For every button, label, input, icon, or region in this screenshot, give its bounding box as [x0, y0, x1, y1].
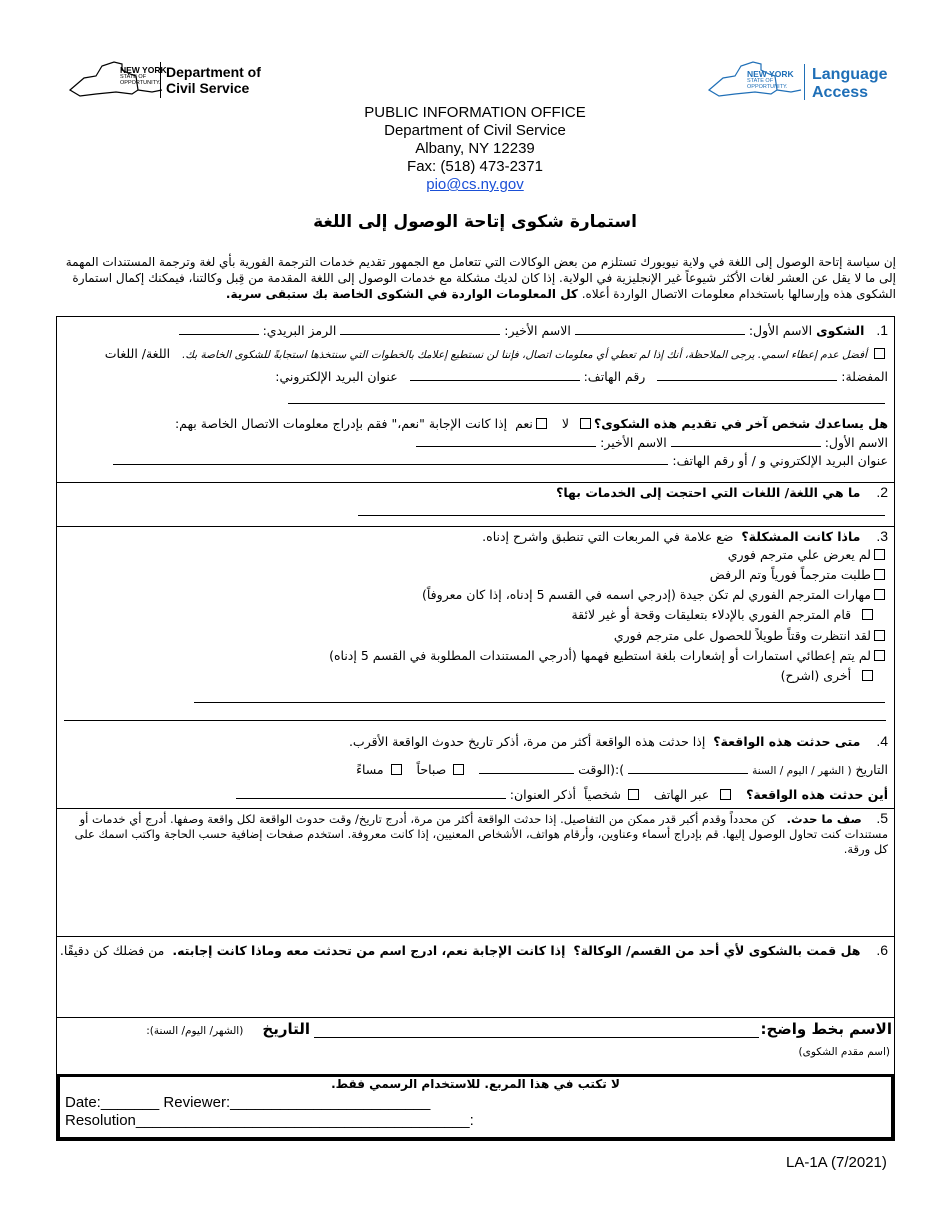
s3-option-checkbox[interactable]	[862, 670, 873, 681]
zip-field[interactable]	[179, 334, 259, 335]
email-link[interactable]: pio@cs.ny.gov	[426, 176, 524, 193]
incident-address-field[interactable]	[236, 798, 506, 799]
helper-yes-checkbox[interactable]	[536, 418, 547, 429]
in-person-checkbox[interactable]	[628, 789, 639, 800]
pm-checkbox[interactable]	[391, 764, 402, 775]
preferred-language-field[interactable]	[657, 380, 837, 381]
language-access-wordmark: Language Access	[812, 66, 888, 101]
ny-wordmark: NEW YORK STATE OF OPPORTUNITY.	[120, 65, 167, 86]
section-divider	[56, 482, 895, 483]
s1-contact-row: المفضلة: رقم الهاتف: عنوان البريد الإلكتروني:	[275, 369, 888, 384]
s4-question: 4. متى حدثت هذه الواقعة؟ إذا حدثت هذه الواقعة أكثر من مرة، أذكر تاريخ حدوث الواقعة الأقرب.	[348, 733, 888, 749]
s3-option: لم يعرض علي مترجم فوري	[728, 547, 888, 563]
last-name-field[interactable]	[340, 334, 500, 335]
office-resolution-field[interactable]: Resolution________________________________________:	[65, 1112, 474, 1129]
s5-description: 5. صف ما حدث. كن محدداً وقدم أكبر قدر ممكن من التفاصيل. إذا حدثت الواقعة أكثر من مرة، أدرج تاريخ/ وقت حدوث الواقعة لكل واقعة وصفها. أدرج أي خدمات أو مستندات كنت تحاول الوصول إليها. قم بإدراج أسماء وعناوين، وأرقام هواتف، الأشخاص المعنيين، إذا كانت معروفة. استخدم صفحات إضافية حسب الحاجة واكتب اسمك على كل ورقة.	[74, 810, 888, 856]
logo-divider	[160, 62, 161, 98]
helper-no-checkbox[interactable]	[580, 418, 591, 429]
incident-time-field[interactable]	[479, 773, 574, 774]
s1-helper-name-row: الاسم الأول: الاسم الأخير:	[416, 435, 888, 451]
dcs-wordmark: Department of Civil Service	[166, 64, 261, 96]
language-needed-field[interactable]	[358, 515, 885, 516]
s1-name-row: 1. الشكوى الاسم الأول: الاسم الأخير: الرمز البريدي:	[179, 322, 888, 339]
s1-anon-row: أفضل عدم إعطاء اسمي. يرجى الملاحظة، أنك إذا لم تعطي أي معلومات اتصال، فإننا لن نستطيع إعلامك بالخطوات التي سنتخذها استجابةً للشكوى الخاصة بك. اللغة/ اللغات	[105, 346, 888, 363]
print-name-label: الاسم بخط واضح:	[760, 1020, 892, 1038]
s3-option-checkbox[interactable]	[874, 630, 885, 641]
incident-description-area[interactable]	[62, 850, 888, 932]
intro-paragraph	[56, 254, 896, 302]
office-date-reviewer-row	[65, 1094, 430, 1111]
office-date-field[interactable]: Date:_______	[65, 1094, 160, 1111]
email-field[interactable]	[288, 403, 885, 404]
phone-field[interactable]	[410, 380, 580, 381]
intro-confidential: كل المعلومات الواردة في الشكوى الخاصة بك ستبقى سرية.	[225, 287, 578, 301]
section-divider	[56, 526, 895, 527]
print-name-sub: (اسم مقدم الشكوى)	[798, 1046, 890, 1058]
s3-option-checkbox[interactable]	[874, 549, 885, 560]
office-reviewer-field[interactable]: Reviewer:________________________	[163, 1094, 431, 1111]
incident-date-field[interactable]	[628, 773, 748, 774]
s1-helper-contact-row: عنوان البريد الإلكتروني و / أو رقم الهاتف:	[113, 453, 888, 469]
section-divider	[64, 720, 886, 721]
section-divider	[56, 1017, 895, 1018]
helper-contact-field[interactable]	[113, 464, 668, 465]
s3-question: 3. ماذا كانت المشكلة؟ ضع علامة في المربعات التي تنطبق واشرح إدناه.	[482, 528, 888, 544]
helper-first-name-field[interactable]	[671, 446, 821, 447]
s3-option-checkbox[interactable]	[874, 589, 885, 600]
s3-option: لقد انتظرت وقتاً طويلاً للحصول على مترجم فوري	[614, 628, 888, 644]
dcs-logo	[66, 60, 276, 102]
office-use-title: لا تكتب في هذا المربع. للاستخدام الرسمي فقط.	[331, 1077, 620, 1091]
s3-option: طلبت مترجماً فورياً وتم الرفض	[710, 567, 888, 583]
language-access-logo	[705, 60, 895, 102]
logo-divider	[804, 64, 805, 100]
city-line: Albany, NY 12239	[415, 140, 535, 157]
s3-option: أخرى (اشرح)	[781, 668, 888, 684]
s2-question: 2. ما هي اللغة/ اللغات التي احتجت إلى الخدمات بها؟	[556, 484, 888, 500]
print-name-field[interactable]	[314, 1037, 759, 1038]
s4-datetime-row: التاريخ ( الشهر / اليوم / السنة ):(الوقت صباحاً مساءً	[356, 762, 888, 777]
by-phone-checkbox[interactable]	[720, 789, 731, 800]
anonymous-checkbox[interactable]	[874, 348, 885, 359]
intro-text: إن سياسة إتاحة الوصول إلى اللغة في ولاية نيويورك تستلزم من بعض الوكالات التي تتعامل مع الجمهور تقديم خدمات الترجمة الفورية بأي لغة وترجمة المستندات المهمة إلى ما لا يقل عن العشر لغات الأكثر شيوعاً غير الإنجليزية في الولاية. إذا كان لديك مشكلة مع خدمات الوصول إلى اللغة المقدمة من قِبل وكالتنا، فيمكنك إكمال استمارة الشكوى هذه وإرسالها باستخدام معلومات الاتصال الواردة أعلاه.	[65, 255, 896, 301]
s3-option: قام المترجم الفوري بالإدلاء بتعليقات وقحة أو غير لائقة	[571, 607, 888, 623]
section-divider	[56, 808, 895, 809]
fax-line: Fax: (518) 473-2371	[407, 158, 543, 175]
s3-option: لم يتم إعطائي استمارات أو إشعارات بلغة استطيع فهمها (أدرجي المستندات المطلوبة في القسم 5 إدناه)	[329, 648, 888, 664]
helper-last-name-field[interactable]	[416, 446, 596, 447]
office-address-block	[250, 104, 700, 194]
s3-explain-field[interactable]	[194, 702, 885, 703]
s3-option-checkbox[interactable]	[874, 569, 885, 580]
form-code: LA-1A (7/2021)	[786, 1154, 887, 1171]
s3-option: مهارات المترجم الفوري لم تكن جيدة (إدرجي اسمه في القسم 5 إدناه، إذا كان معروفاً)	[422, 587, 888, 603]
s1-helper-row: هل يساعدك شخص آخر في تقديم هذه الشكوى؟ لا نعم إذا كانت الإجابة "نعم،" فقم بإدراج معلومات الاتصال الخاصة بهم:	[174, 416, 888, 431]
section-divider	[56, 936, 895, 937]
ny-wordmark: NEW YORK STATE OF OPPORTUNITY.	[747, 69, 794, 90]
office-name: PUBLIC INFORMATION OFFICE	[364, 104, 586, 121]
s6-answer-area[interactable]	[62, 962, 888, 1014]
sign-date-label: التاريخ (الشهر/ اليوم/ السنة):	[146, 1020, 310, 1038]
form-title: استمارة شكوى إتاحة الوصول إلى اللغة	[313, 212, 637, 232]
am-checkbox[interactable]	[453, 764, 464, 775]
first-name-field[interactable]	[575, 334, 745, 335]
department-name: Department of Civil Service	[384, 122, 566, 139]
s3-option-checkbox[interactable]	[862, 609, 873, 620]
s4-location-row: أين حدثت هذه الواقعة؟ عبر الهاتف شخصياً أذكر العنوان:	[236, 787, 888, 803]
s3-option-checkbox[interactable]	[874, 650, 885, 661]
s6-question: 6. هل قمت بالشكوى لأي أحد من القسم/ الوكالة؟ إذا كانت الإجابة نعم، ادرج اسم من تحدثت معه وماذا كانت إجابته. من فضلك كن دقيقًا.	[59, 942, 888, 958]
